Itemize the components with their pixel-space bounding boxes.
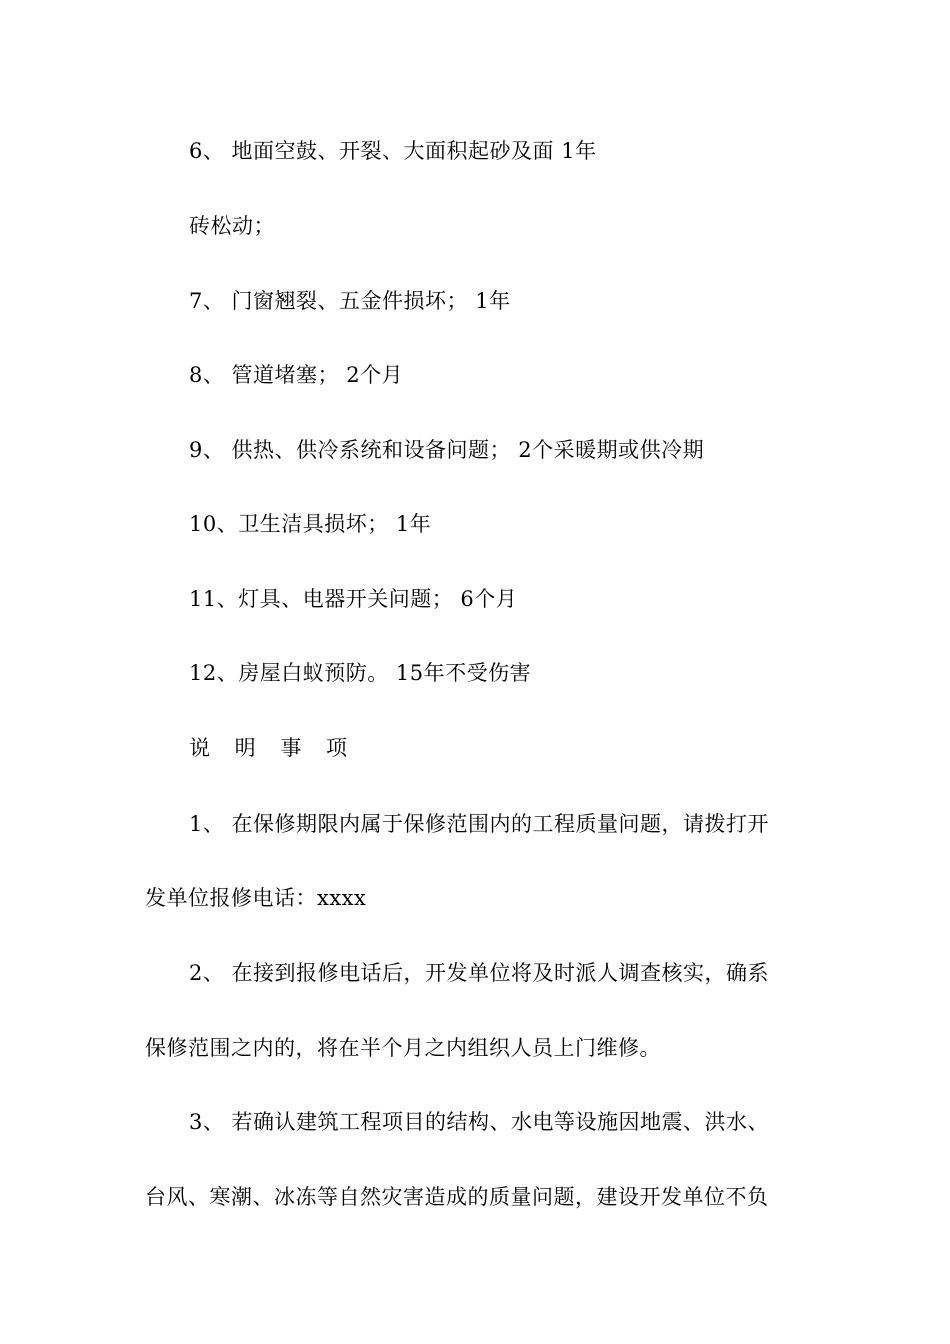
warranty-item-7: 7、 门窗翘裂、五金件损坏； 1年 (189, 289, 511, 313)
warranty-item-6-continued: 砖松动； (189, 214, 275, 238)
section-heading-notes: 说 明 事 项 (189, 736, 357, 760)
warranty-item-8: 8、 管道堵塞； 2个月 (189, 363, 404, 387)
note-1: 1、 在保修期限内属于保修范围内的工程质量问题，请拨打开 (189, 812, 770, 836)
note-3: 3、 若确认建筑工程项目的结构、水电等设施因地震、洪水、 (189, 1110, 770, 1134)
note-3-continued: 台风、寒潮、冰冻等自然灾害造成的质量问题，建设开发单位不负 (145, 1185, 769, 1209)
warranty-item-10: 10、卫生洁具损坏； 1年 (189, 512, 432, 536)
warranty-item-11: 11、灯具、电器开关问题； 6个月 (189, 587, 518, 611)
warranty-item-6: 6、 地面空鼓、开裂、大面积起砂及面 1年 (189, 139, 597, 163)
warranty-item-9: 9、 供热、供冷系统和设备问题； 2个采暖期或供冷期 (189, 438, 705, 462)
note-2: 2、 在接到报修电话后，开发单位将及时派人调查核实，确系 (189, 961, 770, 985)
note-1-continued: 发单位报修电话：xxxx (145, 886, 367, 910)
note-2-continued: 保修范围之内的，将在半个月之内组织人员上门维修。 (145, 1036, 661, 1060)
warranty-item-12: 12、房屋白蚁预防。 15年不受伤害 (189, 661, 532, 685)
